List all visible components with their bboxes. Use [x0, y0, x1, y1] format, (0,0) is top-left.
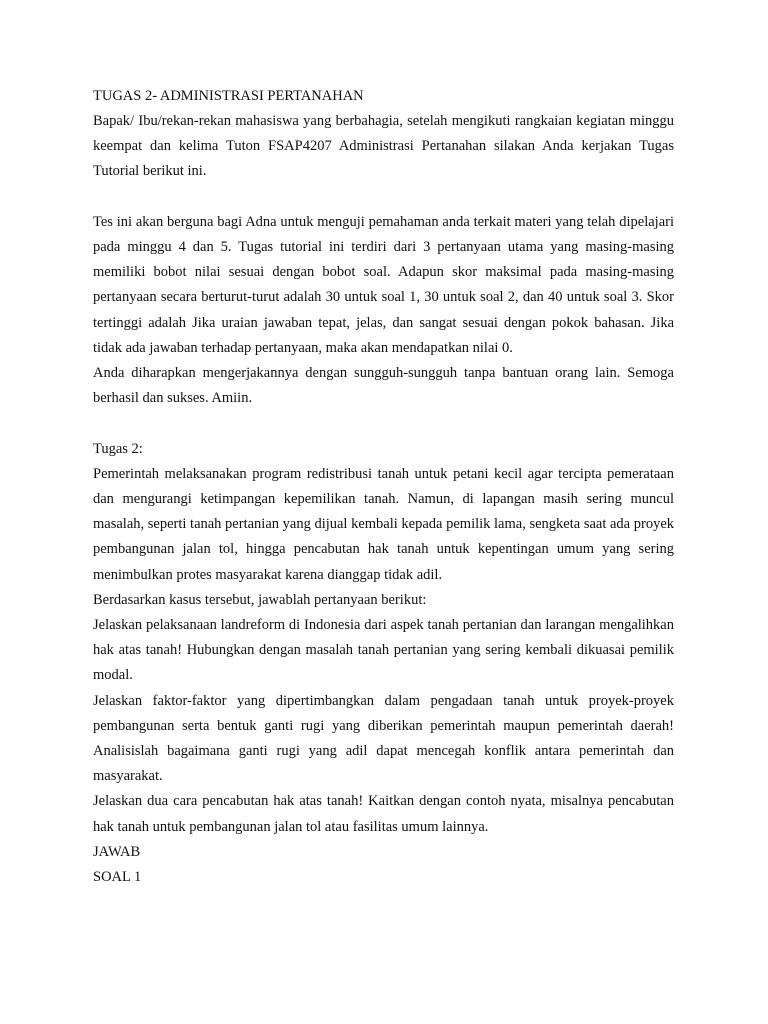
question-2: Jelaskan faktor-faktor yang dipertimbangkan dalam pengadaan tanah untuk proyek-proyek pembangunan serta bentuk ganti rugi yang diberikan pemerintah maupun pemerintah daerah! Analisislah bagaimana ganti rugi yang adil dapat mencegah konflik antara pemerintah dan masyarakat.	[93, 692, 674, 785]
case-paragraph: Pemerintah melaksanakan program redistribusi tanah untuk petani kecil agar tercipta pemerataan dan mengurangi ketimpangan kepemilikan tanah. Namun, di lapangan masih sering muncul masalah, seperti tanah pertanian yang dijual kembali kepada pemilik lama, sengketa saat ada proyek pembangunan jalan tol, hingga pencabutan hak tanah untuk kepentingan umum yang sering menimbulkan protes masyarakat karena dianggap tidak adil.	[93, 465, 674, 583]
document-page	[93, 84, 674, 890]
answer-label: JAWAB	[93, 843, 141, 860]
instructions-paragraph: Tes ini akan berguna bagi Adna untuk menguji pemahaman anda terkait materi yang telah dipelajari pada minggu 4 dan 5. Tugas tutorial ini terdiri dari 3 pertanyaan utama yang masing-masing memiliki bobot nilai sesuai dengan bobot soal. Adapun skor maksimal pada masing-masing pertanyaan secara berturut-turut adalah 30 untuk soal 1, 30 untuk soal 2, dan 40 untuk soal 3. Skor tertinggi adalah Jika uraian jawaban tepat, jelas, dan sangat sesuai dengan pokok bahasan. Jika tidak ada jawaban terhadap pertanyaan, maka akan mendapatkan nilai 0.	[93, 213, 674, 356]
blank-line	[93, 411, 674, 436]
prompt-paragraph: Berdasarkan kasus tersebut, jawablah pertanyaan berikut:	[93, 591, 427, 608]
soal-label: SOAL 1	[93, 869, 142, 886]
document-title: TUGAS 2- ADMINISTRASI PERTANAHAN	[93, 88, 364, 104]
intro-paragraph: Bapak/ Ibu/rekan-rekan mahasiswa yang berbahagia, setelah mengikuti rangkaian kegiatan minggu keempat dan kelima Tuton FSAP4207 Administrasi Pertanahan silakan Anda kerjakan Tugas Tutorial berikut ini.	[93, 113, 674, 180]
question-3: Jelaskan dua cara pencabutan hak atas tanah! Kaitkan dengan contoh nyata, misalnya pencabutan hak tanah untuk pembangunan jalan tol atau fasilitas umum lainnya.	[93, 793, 674, 835]
blank-line	[93, 185, 674, 210]
task-label: Tugas 2:	[93, 440, 143, 457]
closing-paragraph: Anda diharapkan mengerjakannya dengan sungguh-sungguh tanpa bantuan orang lain. Semoga berhasil dan sukses. Amiin.	[93, 365, 674, 407]
question-1: Jelaskan pelaksanaan landreform di Indonesia dari aspek tanah pertanian dan larangan mengalihkan hak atas tanah! Hubungkan dengan masalah tanah pertanian yang sering kembali dikuasai pemilik modal.	[93, 617, 674, 684]
